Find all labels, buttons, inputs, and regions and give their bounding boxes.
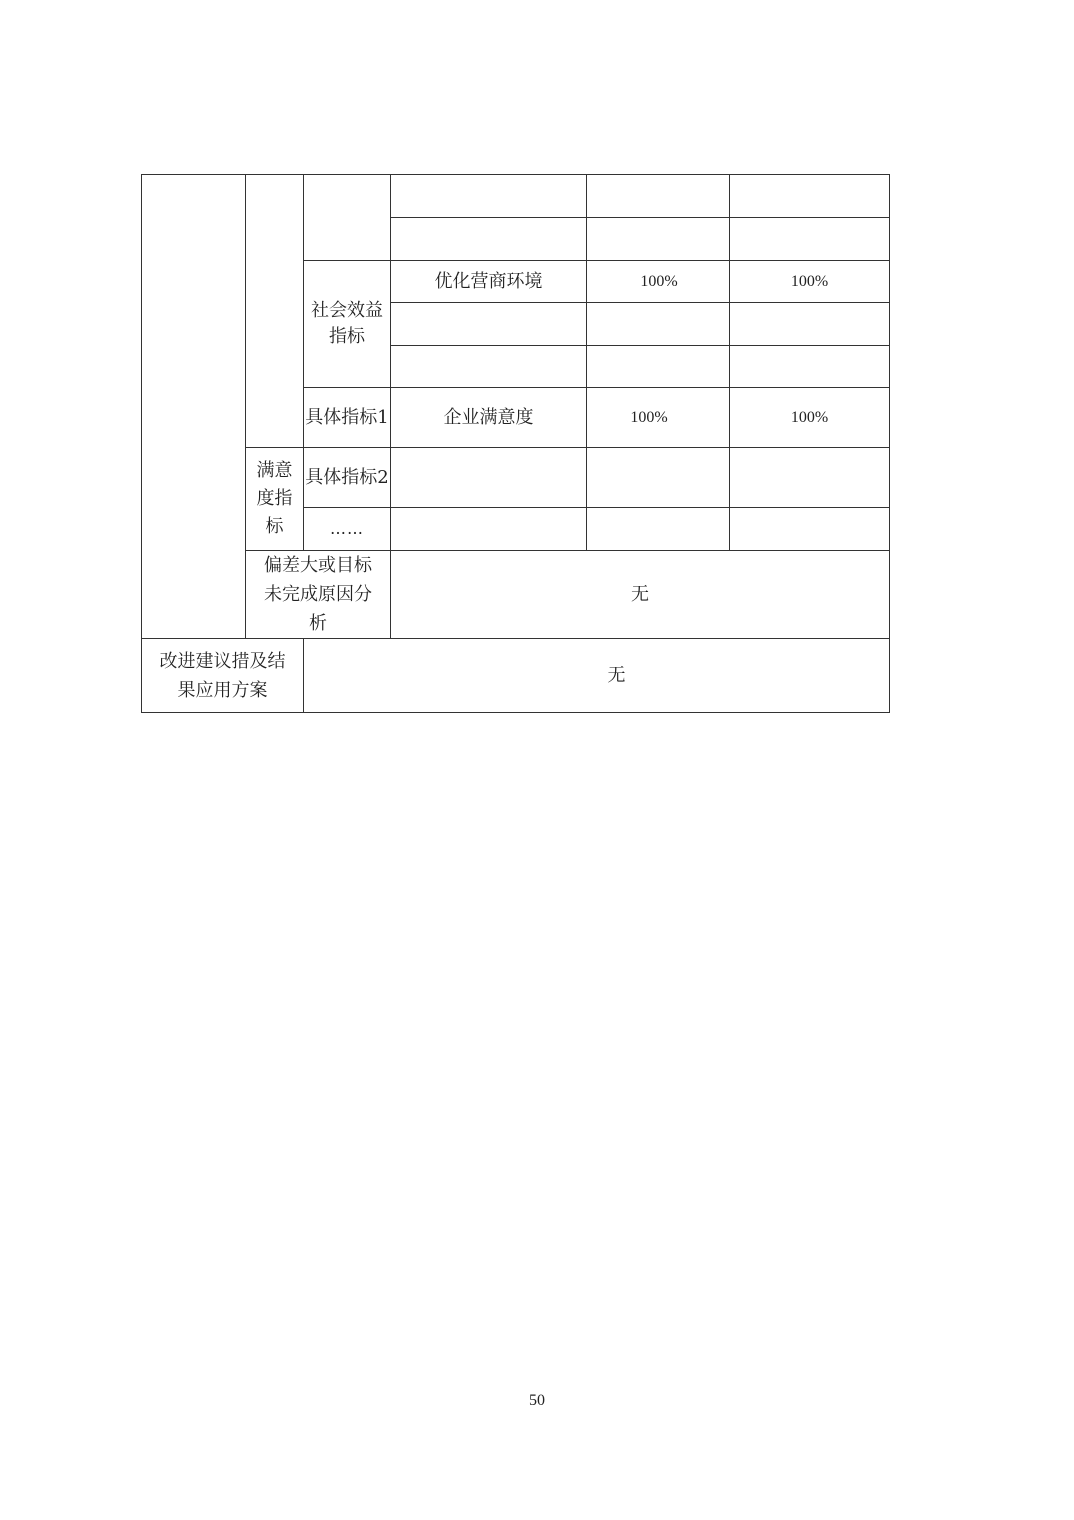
target-value-cell — [587, 218, 730, 261]
indicator-name-cell: 企业满意度 — [391, 388, 587, 448]
indicator-name-cell — [391, 508, 587, 551]
deviation-analysis-label: 偏差大或目标未完成原因分析 — [246, 551, 391, 639]
actual-value-cell — [730, 508, 890, 551]
level1-indicator-cell — [142, 175, 246, 639]
table-row — [142, 448, 890, 508]
improvement-plan-label: 改进建议措及结果应用方案 — [142, 639, 304, 713]
satisfaction-indicator-label: 满意度指标 — [246, 448, 304, 551]
indicator-name-cell — [391, 218, 587, 261]
target-value-cell — [587, 303, 730, 346]
target-value-cell: 100% — [587, 261, 730, 303]
actual-value-cell — [730, 175, 890, 218]
table-row — [142, 175, 890, 218]
level2-indicator-cell — [246, 175, 304, 448]
target-value-cell — [587, 346, 730, 388]
level3-indicator-cell — [304, 175, 391, 261]
improvement-plan-value: 无 — [304, 639, 890, 713]
indicator-name-cell — [391, 448, 587, 508]
actual-value-cell: 100% — [730, 388, 890, 448]
performance-indicator-table — [141, 174, 890, 713]
indicator-name-cell — [391, 346, 587, 388]
indicator-name-cell — [391, 175, 587, 218]
social-benefit-indicator-label: 社会效益指标 — [304, 261, 391, 388]
target-value-cell — [587, 175, 730, 218]
target-value-cell: 100% — [587, 388, 730, 448]
specific-indicator-label: 具体指标2 — [304, 448, 391, 508]
actual-value-cell — [730, 303, 890, 346]
deviation-analysis-row — [142, 551, 890, 639]
actual-value-cell: 100% — [730, 261, 890, 303]
actual-value-cell — [730, 218, 890, 261]
actual-value-cell — [730, 448, 890, 508]
ellipsis-cell: …… — [304, 508, 391, 551]
indicator-name-cell — [391, 303, 587, 346]
actual-value-cell — [730, 346, 890, 388]
improvement-plan-row — [142, 639, 890, 713]
indicator-name-cell: 优化营商环境 — [391, 261, 587, 303]
target-value-cell — [587, 508, 730, 551]
target-value-cell — [587, 448, 730, 508]
page-number: 50 — [529, 1392, 545, 1409]
deviation-analysis-value: 无 — [391, 551, 890, 639]
specific-indicator-label: 具体指标1 — [304, 388, 391, 448]
